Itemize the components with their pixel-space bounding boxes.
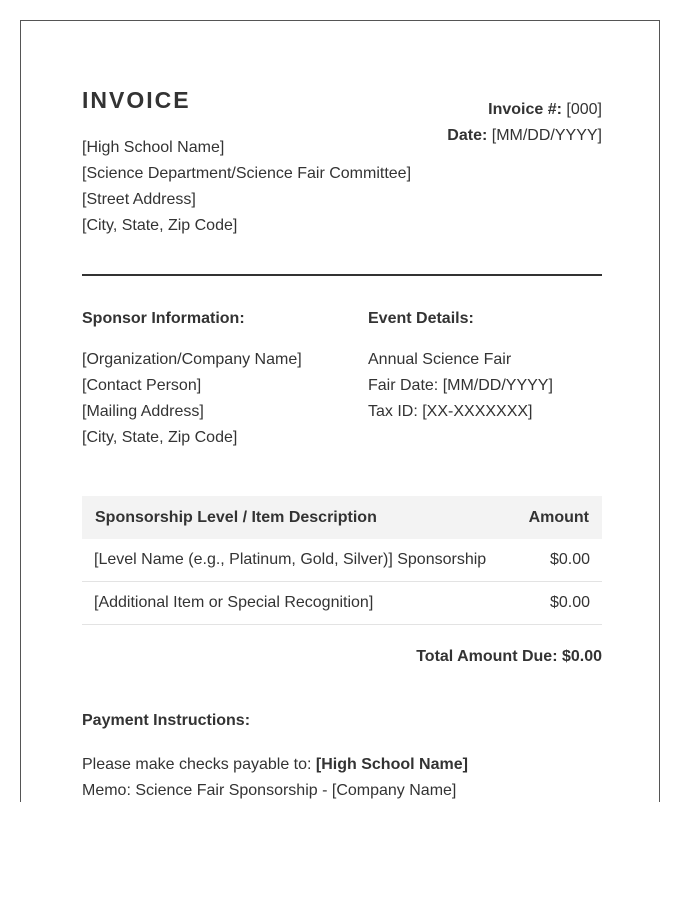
school-address-block <box>82 135 411 239</box>
invoice-date-line <box>447 123 602 149</box>
school-department: [Science Department/Science Fair Committee] <box>82 165 412 182</box>
payment-heading: Payment Instructions: <box>82 712 251 729</box>
event-tax-id: Tax ID: [XX-XXXXXXX] <box>368 403 533 420</box>
school-street: [Street Address] <box>82 191 196 208</box>
invoice-sheet <box>20 20 660 802</box>
school-city: [City, State, Zip Code] <box>82 217 238 234</box>
invoice-number-value: [000] <box>561 101 602 118</box>
invoice-date-label: Date: <box>447 127 488 144</box>
invoice-number-label: Invoice #: <box>488 101 562 118</box>
invoice-number-line <box>447 97 602 123</box>
sponsor-organization: [Organization/Company Name] <box>82 351 302 368</box>
table-row <box>82 582 602 625</box>
payable-name: [High School Name] <box>315 756 468 773</box>
event-heading: Event Details: <box>368 310 474 327</box>
sponsor-contact: [Contact Person] <box>82 377 202 394</box>
invoice-date-value: [MM/DD/YYYY] <box>487 127 602 144</box>
payment-instructions <box>82 752 468 804</box>
sponsor-mailing: [Mailing Address] <box>82 403 204 420</box>
table-row <box>82 539 602 582</box>
sponsor-city: [City, State, Zip Code] <box>82 429 238 446</box>
event-name: Annual Science Fair <box>368 351 512 368</box>
invoice-meta <box>447 97 602 149</box>
event-details <box>368 309 553 425</box>
item-description: [Additional Item or Special Recognition] <box>82 582 513 625</box>
payable-line <box>82 752 468 778</box>
sponsor-information <box>82 309 302 451</box>
description-header: Sponsorship Level / Item Description <box>82 496 513 539</box>
payable-prefix: Please make checks payable to: <box>82 756 316 773</box>
amount-header: Amount <box>513 496 602 539</box>
item-amount: $0.00 <box>513 582 602 625</box>
line-items-table <box>82 496 602 625</box>
school-name: [High School Name] <box>82 139 225 156</box>
invoice-title: INVOICE <box>82 87 191 113</box>
memo-line: Memo: Science Fair Sponsorship - [Company Name] <box>82 782 457 799</box>
event-fair-date: Fair Date: [MM/DD/YYYY] <box>368 377 553 394</box>
sponsor-heading: Sponsor Information: <box>82 310 245 327</box>
table-header-row <box>82 496 602 539</box>
item-description: [Level Name (e.g., Platinum, Gold, Silver)] Sponsorship <box>82 539 513 582</box>
header-divider <box>82 274 602 276</box>
item-amount: $0.00 <box>513 539 602 582</box>
total-amount-due: Total Amount Due: $0.00 <box>416 648 602 665</box>
